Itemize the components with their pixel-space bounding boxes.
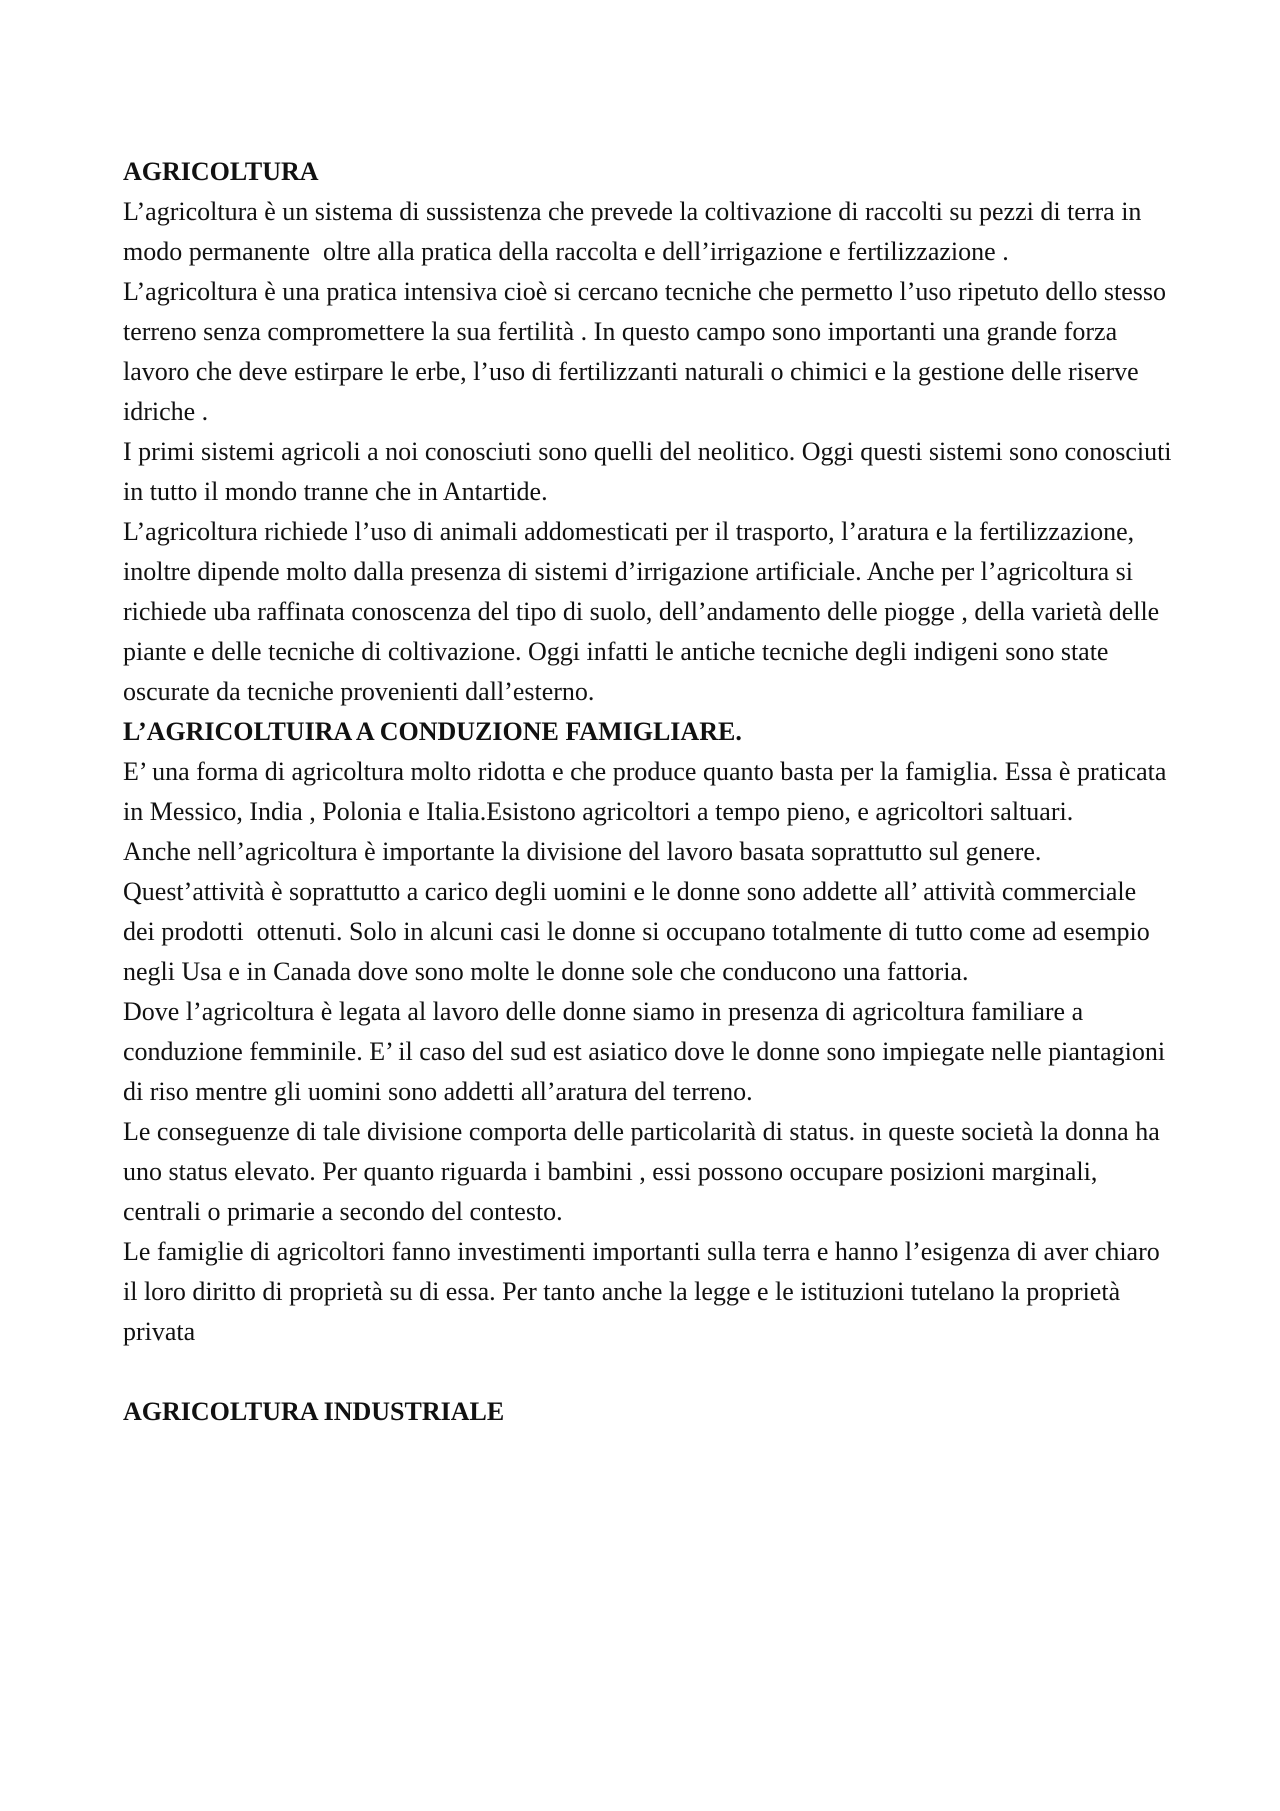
paragraph: E’ una forma di agricoltura molto ridotta e che produce quanto basta per la famiglia. Essa è praticata in Messico, India , Polonia e Italia.Esistono agricoltori a tempo pieno, e agricoltori saltuari. bbox=[123, 757, 1173, 826]
section-heading-conduzione-famigliare: L’AGRICOLTUIRA A CONDUZIONE FAMIGLIARE. bbox=[123, 717, 742, 746]
section-heading-agricoltura-industriale: AGRICOLTURA INDUSTRIALE bbox=[123, 1397, 505, 1426]
section-heading-agricoltura: AGRICOLTURA bbox=[123, 157, 319, 186]
paragraph: L’agricoltura è un sistema di sussistenza che prevede la coltivazione di raccolti su pezzi di terra in modo permanente oltre alla pratica della raccolta e dell’irrigazione e fertilizzazione . bbox=[123, 197, 1148, 266]
document-body bbox=[123, 152, 1179, 1432]
paragraph: Le conseguenze di tale divisione comporta delle particolarità di status. in queste società la donna ha uno status elevato. Per quanto riguarda i bambini , essi possono occupare posizioni marginali, centrali o primarie a secondo del contesto. bbox=[123, 1117, 1167, 1226]
paragraph: L’agricoltura è una pratica intensiva cioè si cercano tecniche che permetto l’uso ripetuto dello stesso terreno senza compromettere la sua fertilità . In questo campo sono importanti una grande forza lavoro che deve estirpare le erbe, l’uso di fertilizzanti naturali o chimici e la gestione delle riserve idriche . bbox=[123, 277, 1173, 426]
paragraph: I primi sistemi agricoli a noi conosciuti sono quelli del neolitico. Oggi questi sistemi sono conosciuti in tutto il mondo tranne che in Antartide. bbox=[123, 437, 1179, 506]
paragraph: Anche nell’agricoltura è importante la divisione del lavoro basata soprattutto sul genere. Quest’attività è soprattutto a carico degli uomini e le donne sono addette all’ attività commerciale dei prodotti ottenuti. Solo in alcuni casi le donne si occupano totalmente di tutto come ad esempio negli Usa e in Canada dove sono molte le donne sole che conducono una fattoria. bbox=[123, 837, 1157, 986]
blank-line bbox=[123, 1352, 1173, 1392]
paragraph: L’agricoltura richiede l’uso di animali addomesticati per il trasporto, l’aratura e la fertilizzazione, inoltre dipende molto dalla presenza di sistemi d’irrigazione artificiale. Anche per l’agricoltura si richiede uba raffinata conoscenza del tipo di suolo, dell’andamento delle piogge , della varietà delle piante e delle tecniche di coltivazione. Oggi infatti le antiche tecniche degli indigeni sono state oscurate da tecniche provenienti dall’esterno. bbox=[123, 517, 1166, 706]
paragraph: Le famiglie di agricoltori fanno investimenti importanti sulla terra e hanno l’esigenza di aver chiaro il loro diritto di proprietà su di essa. Per tanto anche la legge e le istituzioni tutelano la proprietà privata bbox=[123, 1237, 1167, 1346]
paragraph: Dove l’agricoltura è legata al lavoro delle donne siamo in presenza di agricoltura familiare a conduzione femminile. E’ il caso del sud est asiatico dove le donne sono impiegate nelle piantagioni di riso mentre gli uomini sono addetti all’aratura del terreno. bbox=[123, 997, 1172, 1106]
